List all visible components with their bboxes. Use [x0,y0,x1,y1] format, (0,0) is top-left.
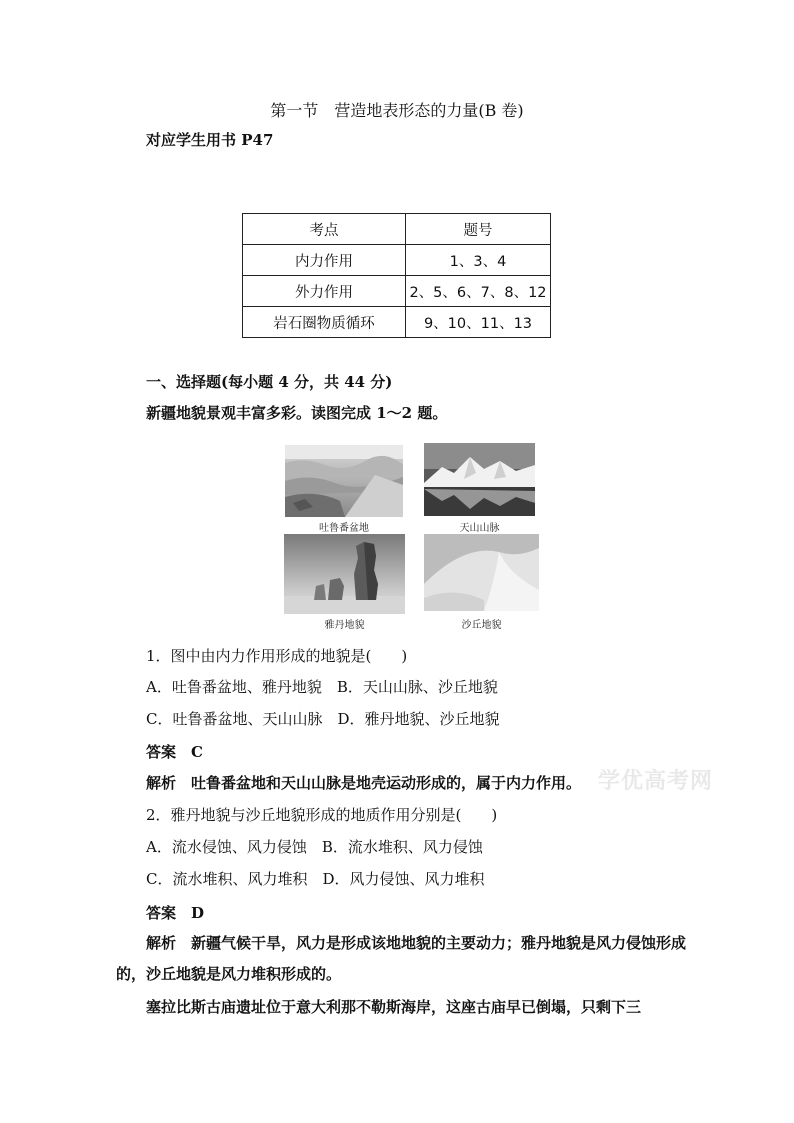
table-cell: 岩石圈物质循环 [243,307,406,338]
table-row [243,307,551,338]
q2-options-cd: C．流水堆积、风力堆积 D．风力侵蚀、风力堆积 [146,870,485,888]
q2-options-ab: A．流水侵蚀、风力侵蚀 B．流水堆积、风力侵蚀 [146,838,483,856]
table-row [243,245,551,276]
caption-turpan-basin: 吐鲁番盆地 [319,523,369,534]
table-header-topic: 考点 [243,214,406,245]
turpan-basin-photo [285,445,403,517]
table-header-row [243,214,551,245]
q1-stem: 1．图中由内力作用形成的地貌是( ) [146,647,408,665]
q1-options-cd: C．吐鲁番盆地、天山山脉 D．雅丹地貌、沙丘地貌 [146,710,500,728]
q2-answer: 答案 D [146,904,205,922]
topic-table [242,213,551,338]
table-cell: 内力作用 [243,245,406,276]
section-heading: 一、选择题(每小题 4 分，共 44 分) [146,373,393,391]
table-cell: 1、3、4 [406,245,551,276]
caption-sand-dune: 沙丘地貌 [461,620,502,631]
table-row [243,276,551,307]
yardang-landform-photo [284,534,405,614]
q1-answer: 答案 C [146,743,203,761]
caption-tianshan-mountains: 天山山脉 [459,523,500,534]
table-cell: 9、10、11、13 [406,307,551,338]
q2-analysis: 解析 新疆气候干旱，风力是形成该地地貌的主要动力；雅丹地貌是风力侵蚀形成的，沙丘地貌是风力堆积形成的。 [116,934,687,983]
caption-yardang-landform: 雅丹地貌 [324,620,365,631]
table-cell: 2、5、6、7、8、12 [406,276,551,307]
sand-dune-photo [424,534,539,611]
watermark: 学优高考网 [598,768,714,794]
table-header-question: 题号 [406,214,551,245]
tianshan-mountains-photo [424,443,535,516]
next-paragraph: 塞拉比斯古庙遗址位于意大利那不勒斯海岸，这座古庙早已倒塌，只剩下三 [146,998,642,1016]
q2-stem: 2．雅丹地貌与沙丘地貌形成的地质作用分别是( ) [146,806,498,824]
book-reference: 对应学生用书 P47 [146,131,274,149]
q1-options-ab: A．吐鲁番盆地、雅丹地貌 B．天山山脉、沙丘地貌 [146,678,498,696]
table-cell: 外力作用 [243,276,406,307]
q1-analysis: 解析 吐鲁番盆地和天山山脉是地壳运动形成的，属于内力作用。 [146,774,582,792]
section-intro: 新疆地貌景观丰富多彩。读图完成 1～2 题。 [146,404,448,422]
page-title: 第一节 营造地表形态的力量(B 卷) [270,101,524,120]
